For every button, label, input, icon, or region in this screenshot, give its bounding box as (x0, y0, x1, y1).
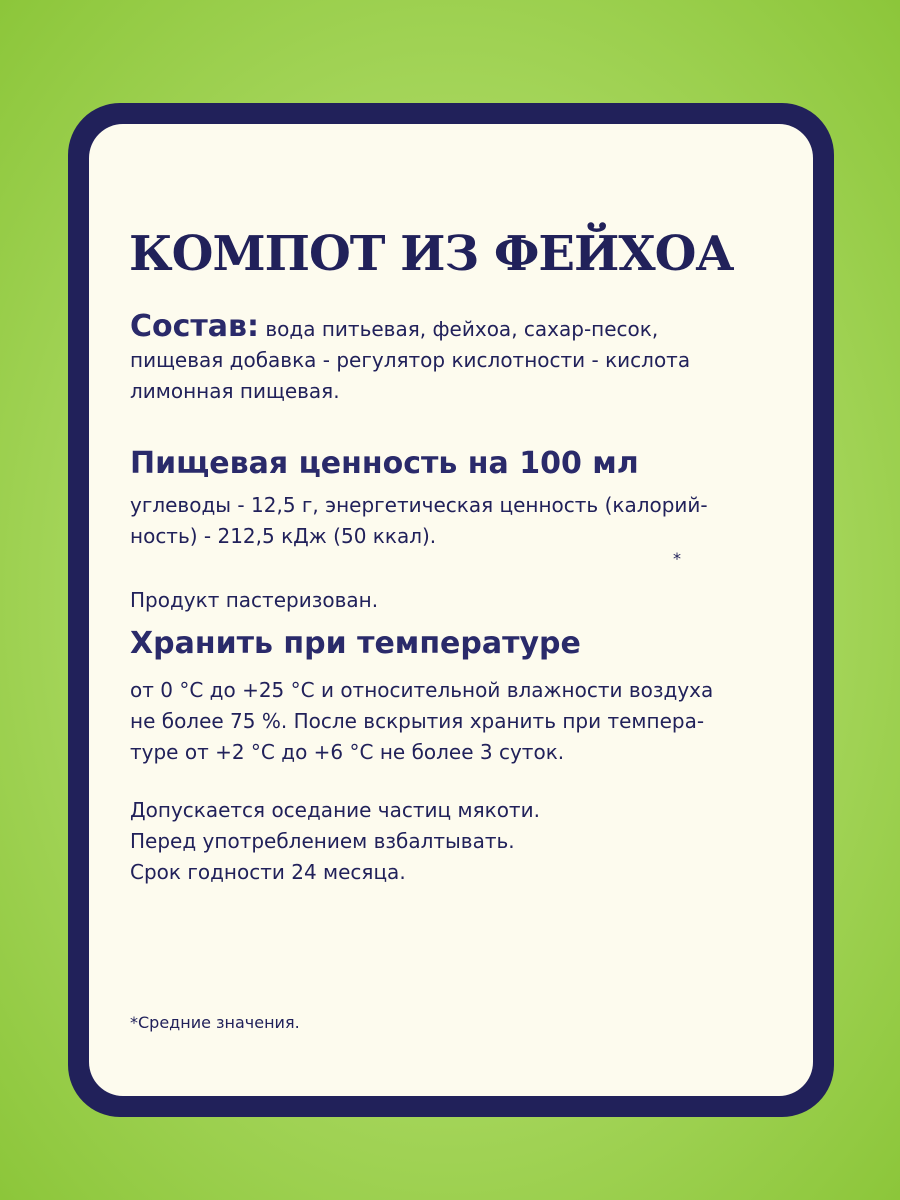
composition-heading: Состав: (130, 309, 260, 344)
note-line: Допускается оседание частиц мякоти. (130, 798, 540, 822)
composition-line: пищевая добавка - регулятор кислотности - кислота (130, 348, 691, 372)
nutrition-line: углеводы - 12,5 г, энергетическая ценность (калорий- (130, 493, 708, 517)
storage-heading: Хранить при температуре (130, 626, 581, 661)
note-line: Срок годности 24 месяца. (130, 860, 406, 884)
storage-line: не более 75 %. После вскрытия хранить при темпера- (130, 709, 705, 733)
notes-section (130, 795, 780, 888)
storage-line: от 0 °С до +25 °С и относительной влажности воздуха (130, 678, 714, 702)
composition-first-line (130, 311, 780, 345)
pasteurized-note (130, 585, 780, 616)
note-line: Перед употреблением взбалтывать. (130, 829, 515, 853)
nutrition-heading: Пищевая ценность на 100 мл (130, 446, 639, 481)
nutrition-asterisk: * (673, 549, 681, 568)
storage-text (130, 675, 780, 768)
pasteurized-text: Продукт пастеризован. (130, 588, 379, 612)
composition-line: вода питьевая, фейхоа, сахар-песок, (259, 317, 659, 341)
composition-section (130, 311, 780, 407)
nutrition-line: ность) - 212,5 кДж (50 ккал). (130, 524, 437, 548)
footnote: *Средние значения. (130, 1013, 300, 1032)
storage-line: туре от +2 °С до +6 °С не более 3 суток. (130, 740, 565, 764)
nutrition-text (130, 490, 780, 552)
composition-line: лимонная пищевая. (130, 379, 340, 403)
product-title: КОМПОТ ИЗ ФЕЙХОА (129, 226, 734, 282)
